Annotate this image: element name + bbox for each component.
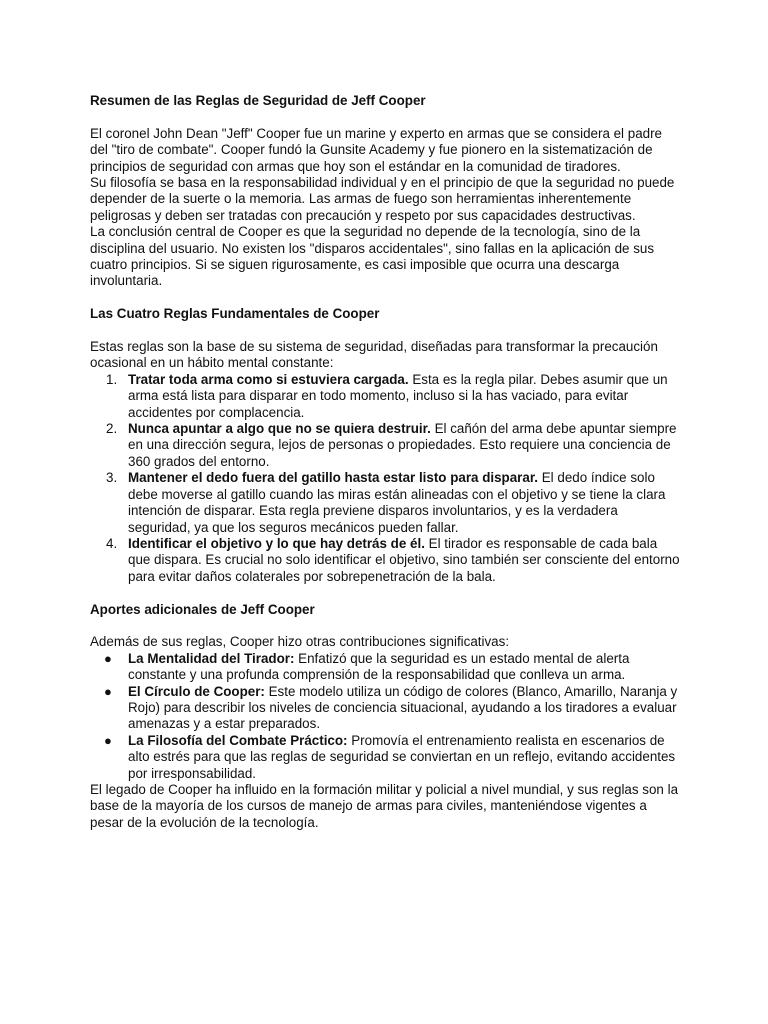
extras-item bbox=[90, 733, 680, 782]
rules-heading: Las Cuatro Reglas Fundamentales de Cooper bbox=[90, 306, 380, 322]
rule-number: 3. bbox=[106, 470, 118, 486]
rule-text: El tirador es responsable de cada bala que dispara. Es crucial no solo identificar el objetivo, sino también ser consciente del entorno para evitar daños colaterales por sobrepenetración de la bala. bbox=[128, 535, 680, 584]
bullet-icon: ● bbox=[104, 732, 112, 748]
extras-item bbox=[90, 651, 680, 684]
spacer bbox=[90, 109, 680, 125]
spacer bbox=[90, 290, 680, 306]
extras-item-text: Enfatizó que la seguridad es un estado mental de alerta constante y una profunda comprensión de la responsabilidad que conlleva un arma. bbox=[128, 650, 630, 683]
intro-paragraph-1: El coronel John Dean "Jeff" Cooper fue un marine y experto en armas que se considera el padre del "tiro de combate". Cooper fundó la Gunsite Academy y fue pionero en la sistematización de principios de seguridad con armas que hoy son el estándar en la comunidad de tiradores. bbox=[90, 125, 662, 174]
extras-item-title: La Mentalidad del Tirador: bbox=[128, 650, 295, 666]
rules-list bbox=[90, 372, 680, 585]
spacer bbox=[90, 323, 680, 339]
rule-text: El dedo índice solo debe moverse al gatillo cuando las miras están alineadas con el objetivo y se tiene la clara intención de disparar. Esta regla previene disparos involuntarios, y es la verdadera seguridad, ya que los seguros mecánicos pueden fallar. bbox=[128, 470, 666, 535]
document-page bbox=[90, 93, 680, 831]
closing-paragraph: El legado de Cooper ha influido en la formación militar y policial a nivel mundial, y sus reglas son la base de la mayoría de los cursos de manejo de armas para civiles, manteniéndose vigentes a pesar de la evolución de la tecnología. bbox=[90, 781, 679, 830]
extras-intro: Además de sus reglas, Cooper hizo otras contribuciones significativas: bbox=[90, 634, 510, 650]
rule-title: Tratar toda arma como si estuviera cargada. bbox=[128, 371, 409, 387]
bullet-icon: ● bbox=[104, 683, 112, 699]
rule-number: 4. bbox=[106, 535, 118, 551]
extras-heading: Aportes adicionales de Jeff Cooper bbox=[90, 601, 315, 617]
intro-paragraph-2: Su filosofía se basa en la responsabilidad individual y en el principio de que la seguridad no puede depender de la suerte o la memoria. Las armas de fuego son herramientas inherentemente peligrosas y deben ser tratadas con precaución y respeto por sus capacidades destructivas. bbox=[90, 175, 675, 223]
rule-item bbox=[90, 421, 680, 470]
rule-number: 1. bbox=[106, 371, 118, 387]
extras-item bbox=[90, 684, 680, 733]
rule-text: Esta es la regla pilar. Debes asumir que un arma está lista para disparar en todo momento, incluso si la has vaciado, para evitar accidentes por complacencia. bbox=[128, 371, 668, 420]
spacer bbox=[90, 618, 680, 634]
rule-title: Nunca apuntar a algo que no se quiera destruir. bbox=[128, 421, 431, 437]
extras-item-title: La Filosofía del Combate Práctico: bbox=[128, 732, 348, 748]
spacer bbox=[90, 585, 680, 601]
rule-title: Identificar el objetivo y lo que hay detrás de él. bbox=[128, 535, 425, 551]
rule-title: Mantener el dedo fuera del gatillo hasta estar listo para disparar. bbox=[128, 470, 539, 486]
document-title: Resumen de las Reglas de Seguridad de Jeff Cooper bbox=[90, 93, 426, 108]
rule-text: El cañón del arma debe apuntar siempre en una dirección segura, lejos de personas o propiedades. Esto requiere una conciencia de 360 grados del entorno. bbox=[128, 421, 677, 469]
rules-intro: Estas reglas son la base de su sistema de seguridad, diseñadas para transformar la precaución ocasional en un hábito mental constante: bbox=[90, 339, 658, 371]
extras-list bbox=[90, 651, 680, 782]
extras-item-text: Este modelo utiliza un código de colores (Blanco, Amarillo, Naranja y Rojo) para describir los niveles de conciencia situacional, ayudando a los tiradores a evaluar amenazas y a estar preparados. bbox=[128, 683, 678, 732]
rule-item bbox=[90, 536, 680, 585]
bullet-icon: ● bbox=[104, 650, 112, 666]
extras-item-title: El Círculo de Cooper: bbox=[128, 683, 265, 699]
intro-paragraph-3: La conclusión central de Cooper es que la seguridad no depende de la tecnología, sino de la disciplina del usuario. No existen los "disparos accidentales", sino fallas en la aplicación de sus cuatro principios. Si se siguen rigurosamente, es casi imposible que ocurra una descarga involuntaria. bbox=[90, 224, 655, 289]
rule-item bbox=[90, 470, 680, 536]
extras-item-text: Promovía el entrenamiento realista en escenarios de alto estrés para que las reglas de seguridad se conviertan en un reflejo, evitando accidentes por irresponsabilidad. bbox=[128, 732, 676, 781]
rule-item bbox=[90, 372, 680, 421]
rule-number: 2. bbox=[106, 421, 118, 437]
